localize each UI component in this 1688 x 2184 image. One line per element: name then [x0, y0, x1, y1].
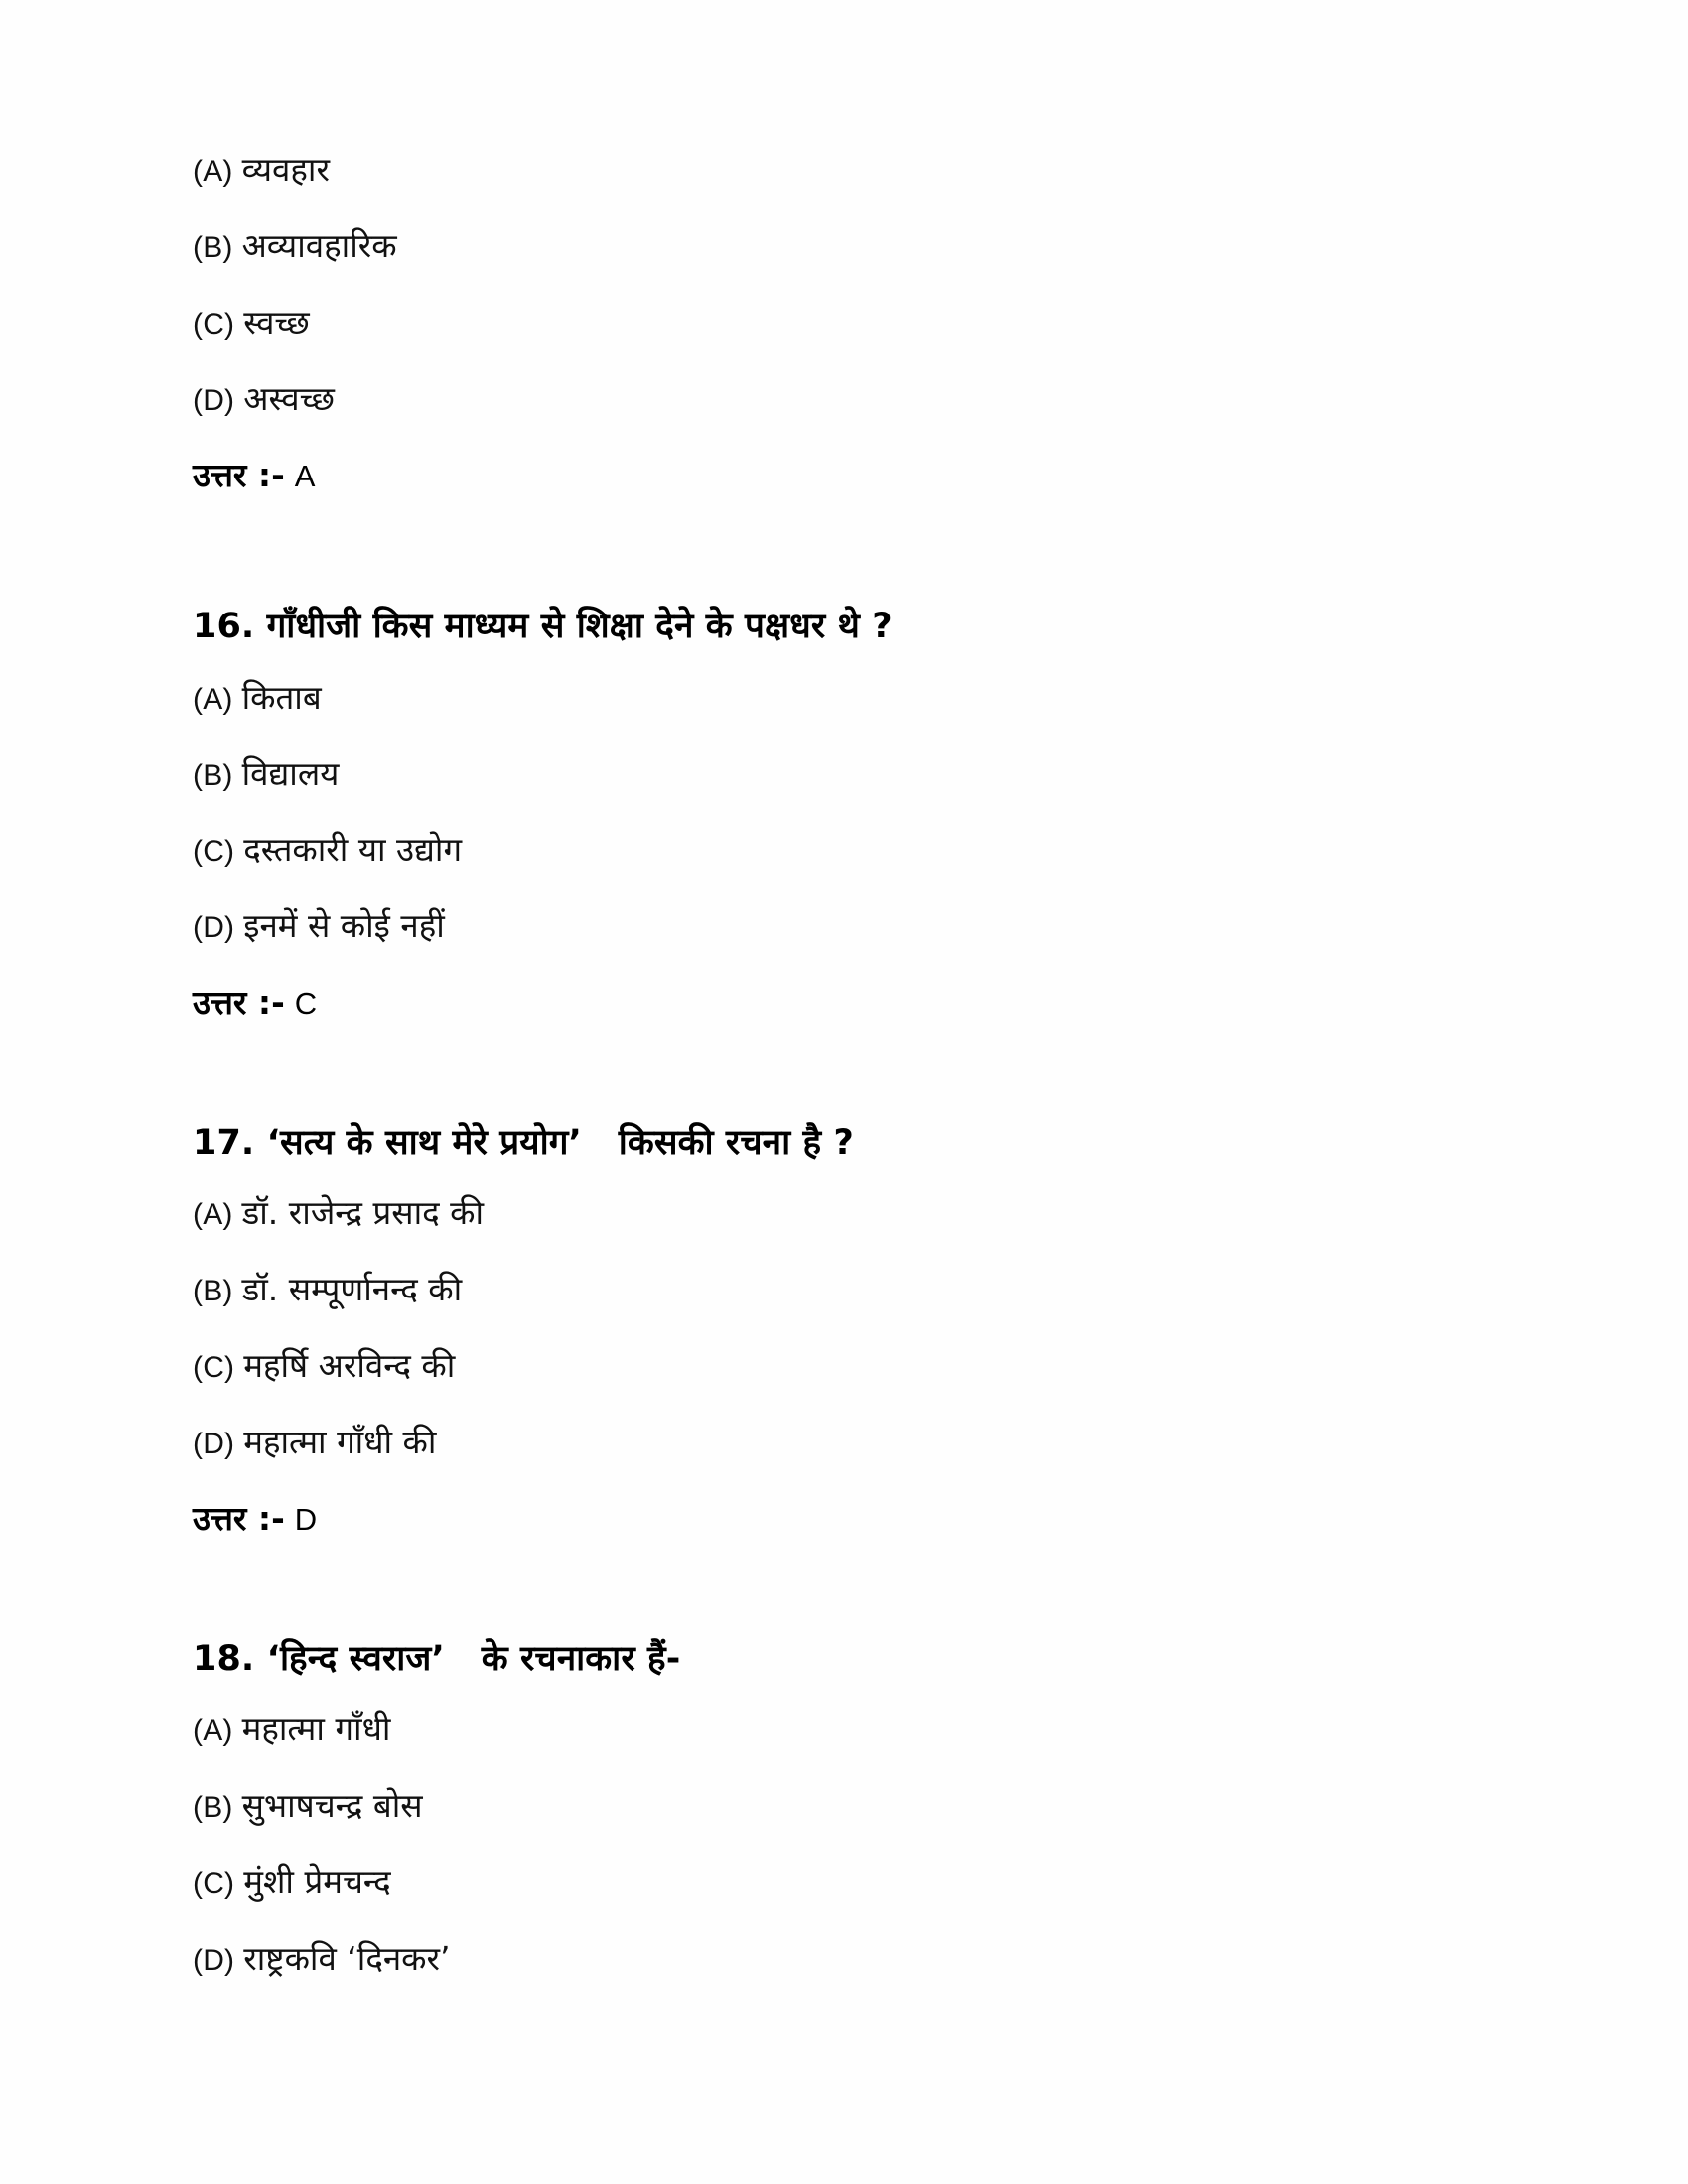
option-text: राष्ट्रकवि ‘दिनकर’ [243, 1938, 451, 1978]
option-b [193, 1785, 1499, 1828]
option-tag: (A) [193, 155, 233, 188]
option-d [193, 1422, 1499, 1464]
option-text: अव्यावहारिक [241, 225, 397, 265]
option-text: इनमें से कोई नहीं [243, 906, 445, 946]
option-text: स्वच्छ [243, 302, 310, 341]
option-text: मुंशी प्रेमचन्द [243, 1861, 391, 1901]
answer-value: A [294, 458, 316, 493]
question-heading: 17. ‘सत्य के साथ मेरे प्रयोग’ किसकी रचना है ? [193, 1123, 854, 1163]
answer-label: उत्तर :- [193, 455, 285, 494]
option-text: अस्वच्छ [243, 378, 335, 418]
option-text: डॉ. सम्पूर्णानन्द की [241, 1270, 463, 1309]
option-tag: (B) [193, 230, 233, 264]
option-text: डॉ. राजेन्द्र प्रसाद की [241, 1193, 485, 1233]
question-block [189, 1120, 1499, 1541]
question-heading: 16. गाँधीजी किस माध्यम से शिक्षा देने के पक्षधर थे ? [193, 607, 893, 647]
option-list [189, 1192, 1499, 1464]
option-text: व्यवहार [241, 150, 330, 189]
option-tag: (D) [193, 911, 235, 945]
option-b [193, 1269, 1499, 1311]
option-d [193, 905, 1499, 948]
option-text: दस्तकारी या उद्योग [243, 830, 463, 870]
option-a [193, 1708, 1499, 1751]
option-d [193, 1938, 1499, 1980]
option-tag: (A) [193, 1714, 233, 1748]
option-tag: (A) [193, 682, 233, 716]
option-text: महात्मा गाँधी [241, 1709, 391, 1749]
option-list [189, 149, 1499, 421]
answer-label: उत्तर :- [193, 983, 285, 1023]
answer-label: उत्तर :- [193, 1498, 285, 1538]
option-tag: (B) [193, 758, 233, 792]
option-a [193, 677, 1499, 720]
option-tag: (B) [193, 1791, 233, 1824]
option-tag: (C) [193, 307, 235, 341]
option-b [193, 753, 1499, 796]
option-c [193, 1861, 1499, 1904]
option-tag: (C) [193, 1351, 235, 1385]
option-tag: (C) [193, 1866, 235, 1900]
option-c [193, 829, 1499, 872]
answer-line [193, 455, 1499, 497]
option-text: सुभाषचन्द्र बोस [241, 1786, 423, 1825]
question-heading: 18. ‘हिन्द स्वराज’ के रचनाकार हैं- [193, 1638, 681, 1679]
option-tag: (C) [193, 835, 235, 869]
option-text: किताब [241, 677, 322, 717]
answer-line [193, 1498, 1499, 1541]
option-text: महर्षि अरविन्द की [243, 1346, 456, 1386]
answer-line [193, 982, 1499, 1024]
option-tag: (D) [193, 1943, 235, 1977]
option-a [193, 149, 1499, 192]
answer-value: C [294, 986, 318, 1022]
option-tag: (A) [193, 1198, 233, 1232]
question-block [189, 1636, 1499, 1980]
option-tag: (B) [193, 1275, 233, 1308]
option-list [189, 1708, 1499, 1980]
option-c [193, 302, 1499, 344]
option-list [189, 677, 1499, 949]
option-text: महात्मा गाँधी की [243, 1423, 437, 1462]
option-c [193, 1345, 1499, 1388]
answer-value: D [294, 1501, 318, 1537]
option-b [193, 225, 1499, 268]
option-tag: (D) [193, 383, 235, 417]
option-a [193, 1192, 1499, 1235]
question-block [189, 604, 1499, 1024]
option-d [193, 378, 1499, 421]
option-tag: (D) [193, 1428, 235, 1461]
question-list [189, 149, 1499, 1980]
question-block [189, 149, 1499, 496]
option-text: विद्यालय [241, 753, 340, 793]
